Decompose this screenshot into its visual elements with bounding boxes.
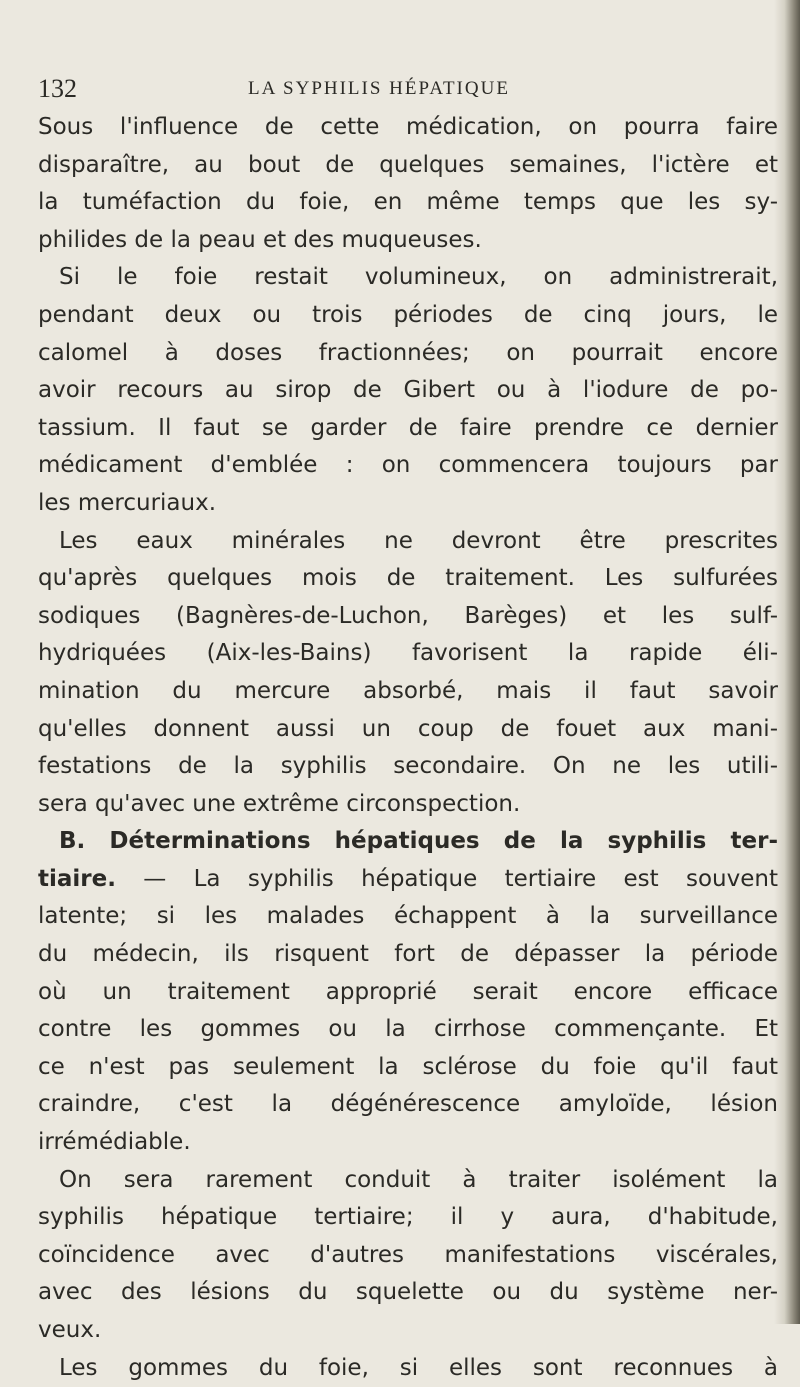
text-line: festations de la syphilis secondaire. On ne les utili- <box>38 753 778 780</box>
text-line: irrémédiable. <box>38 1129 191 1156</box>
text-line: sodiques (Bagnères-de-Luchon, Barèges) et les sulf- <box>38 602 778 629</box>
text-line: syphilis hépatique tertiaire; il y aura, d'habitude, <box>38 1204 778 1231</box>
text-line: la tuméfaction du foie, en même temps que les sy- <box>38 189 778 216</box>
text-line: hydriquées (Aix-les-Bains) favorisent la rapide éli- <box>38 640 778 667</box>
text-line: ce n'est pas seulement la sclérose du foie qu'il faut <box>38 1053 778 1080</box>
line-remainder: — La syphilis hépatique tertiaire est souvent <box>115 865 778 892</box>
text-line: les mercuriaux. <box>38 489 217 516</box>
text-line: Les gommes du foie, si elles sont reconnues à <box>59 1354 778 1381</box>
text-line: qu'après quelques mois de traitement. Les sulfurées <box>38 565 778 592</box>
text-line: pendant deux ou trois périodes de cinq jours, le <box>38 301 778 328</box>
text-line: Sous l'influence de cette médication, on pourra faire <box>38 114 778 140</box>
text-line: veux. <box>38 1317 102 1343</box>
text-line: Les eaux minérales ne devront être prescrites <box>59 527 778 554</box>
text-line: philides de la peau et des muqueuses. <box>38 226 482 253</box>
text-line: latente; si les malades échappent à la surveillance <box>38 903 778 930</box>
text-line <box>38 861 778 899</box>
text-line: sera qu'avec une extrême circonspection. <box>38 790 521 817</box>
text-line: craindre, c'est la dégénérescence amyloïde, lésion <box>38 1091 778 1118</box>
text-line: mination du mercure absorbé, mais il faut savoir <box>38 677 778 704</box>
text-line: disparaître, au bout de quelques semaines, l'ictère et <box>38 151 778 178</box>
page-number: 132 <box>38 74 77 103</box>
text-line: B. Déterminations hépatiques de la syphilis ter- <box>59 828 778 855</box>
running-head <box>38 74 778 114</box>
text-line: du médecin, ils risquent fort de dépasser la période <box>38 941 778 968</box>
bold-heading-fragment: tiaire. <box>38 865 116 892</box>
text-line: tassium. Il faut se garder de faire prendre ce dernier <box>38 414 778 441</box>
body-text <box>38 109 778 1387</box>
running-title: LA SYPHILIS HÉPATIQUE <box>248 78 510 99</box>
text-line: où un traitement approprié serait encore efficace <box>38 978 778 1005</box>
text-line: coïncidence avec d'autres manifestations viscérales, <box>38 1241 778 1268</box>
text-line: contre les gommes ou la cirrhose commençante. Et <box>38 1016 778 1043</box>
text-line: Si le foie restait volumineux, on administrerait, <box>59 264 778 291</box>
text-line: médicament d'emblée : on commencera toujours par <box>38 452 778 479</box>
text-line: avoir recours au sirop de Gibert ou à l'iodure de po- <box>38 377 778 404</box>
text-line: On sera rarement conduit à traiter isolément la <box>59 1166 778 1193</box>
text-line: qu'elles donnent aussi un coup de fouet aux mani- <box>38 715 778 742</box>
text-line: avec des lésions du squelette ou du système ner- <box>38 1279 778 1306</box>
text-line: calomel à doses fractionnées; on pourrait encore <box>38 339 778 366</box>
